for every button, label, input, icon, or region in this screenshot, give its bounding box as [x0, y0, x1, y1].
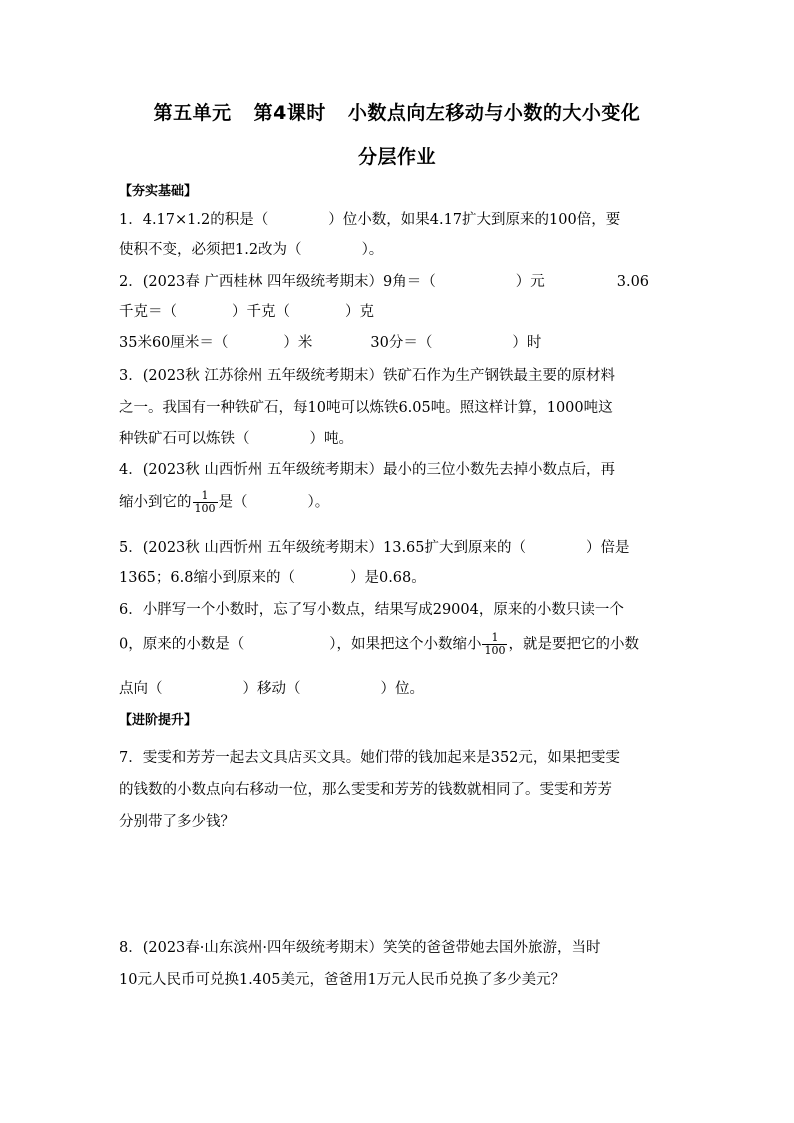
q2-text-e: ）千克（: [232, 304, 290, 320]
page-subtitle: 分层作业: [357, 146, 436, 168]
question-2-line-2: [119, 300, 374, 321]
q6-text-c: ，就是要把它的小数: [508, 636, 639, 653]
q2-text-f: ）克: [345, 304, 374, 320]
question-4-line-2: [119, 490, 329, 515]
q1-text-c: 使积不变，必须把1.2改为（: [119, 242, 302, 258]
question-8-line-2: 10元人民币可兑换1.405美元，爸爸用1万元人民币兑换了多少美元？: [119, 972, 566, 988]
fraction-one-hundredth: [193, 490, 218, 515]
q6-text-a: 0，原来的小数是（: [119, 636, 245, 653]
question-5-line-1: [119, 536, 630, 557]
q2-text-a: 2．(2023春 广西桂林 四年级统考期末）9角＝（: [119, 274, 436, 290]
q2-text-d: 千克＝（: [119, 304, 177, 320]
fraction-numerator: 1: [482, 632, 507, 645]
question-5-line-2: [119, 566, 426, 587]
fraction-denominator: 100: [484, 644, 506, 657]
fraction-one-hundredth: [482, 632, 507, 657]
q4-text-a: 缩小到它的: [119, 494, 192, 511]
q6-text-f: ）位。: [380, 681, 424, 697]
question-1-line-2: [119, 238, 383, 259]
title-unit: 第五单元: [153, 102, 232, 124]
question-6-line-1: 6．小胖写一个小数时，忘了写小数点，结果写成29004，原来的小数只读一个: [119, 602, 624, 618]
title-topic: 小数点向左移动与小数的大小变化: [347, 102, 641, 124]
q2-text-g: 35米60厘米＝（: [119, 335, 229, 351]
q6-text-d: 点向（: [119, 681, 163, 697]
question-7-line-2: 的钱数的小数点向右移动一位，那么雯雯和芳芳的钱数就相同了。雯雯和芳芳: [119, 782, 612, 798]
question-3-line-1: 3．(2023秋 江苏徐州 五年级统考期末）铁矿石作为生产钢铁最主要的原材料: [119, 368, 615, 384]
question-2-line-1: [119, 270, 649, 291]
question-7-line-1: 7．雯雯和芳芳一起去文具店买文具。她们带的钱加起来是352元，如果把雯雯: [119, 750, 620, 766]
question-3-line-3: [119, 427, 353, 448]
q2-text-j: ）时: [512, 335, 542, 351]
question-4-line-1: 4．(2023秋 山西忻州 五年级统考期末）最小的三位小数先去掉小数点后，再: [119, 462, 615, 478]
q3-text-b: ）吨。: [309, 431, 353, 447]
q6-text-e: ）移动（: [242, 681, 301, 697]
fraction-denominator: 100: [194, 502, 216, 515]
q2-text-c: 3.06: [616, 274, 650, 290]
question-2-line-3: [119, 331, 541, 352]
q2-text-i: 30分＝（: [370, 335, 433, 351]
question-1-line-1: [119, 208, 620, 229]
fraction-numerator: 1: [193, 490, 218, 503]
section-basic: 【夯实基础】: [119, 184, 198, 199]
q1-text-d: ）。: [361, 242, 384, 258]
q4-text-b: 是（: [218, 494, 248, 511]
question-3-line-2: 之一。我国有一种铁矿石，每10吨可以炼铁6.05吨。照这样计算，1000吨这: [119, 400, 613, 416]
q2-text-b: ）元: [515, 274, 545, 290]
question-6-line-3: [119, 677, 424, 698]
q5-text-a: 5．(2023秋 山西忻州 五年级统考期末）13.65扩大到原来的（: [119, 540, 527, 556]
section-advanced: 【进阶提升】: [119, 713, 198, 728]
q2-text-h: ）米: [283, 335, 313, 351]
title-lesson: 第4课时: [253, 102, 326, 124]
q3-text-a: 种铁矿石可以炼铁（: [119, 431, 250, 447]
page-title: [0, 98, 794, 125]
question-7-line-3: 分别带了多少钱？: [119, 814, 235, 830]
q1-text-b: ）位小数，如果4.17扩大到原来的100倍，要: [328, 212, 621, 228]
q5-text-d: ）是0.68。: [349, 570, 426, 586]
question-8-line-1: 8．(2023春·山东滨州·四年级统考期末）笑笑的爸爸带她去国外旅游，当时: [119, 940, 601, 956]
q6-text-b: ），如果把这个小数缩小: [329, 636, 482, 653]
q5-text-b: ）倍是: [586, 540, 630, 556]
q4-text-c: ）。: [307, 494, 330, 511]
q5-text-c: 1365；6.8缩小到原来的（: [119, 570, 295, 586]
q1-text-a: 1．4.17×1.2的积是（: [119, 212, 269, 228]
question-6-line-2: [119, 632, 639, 657]
